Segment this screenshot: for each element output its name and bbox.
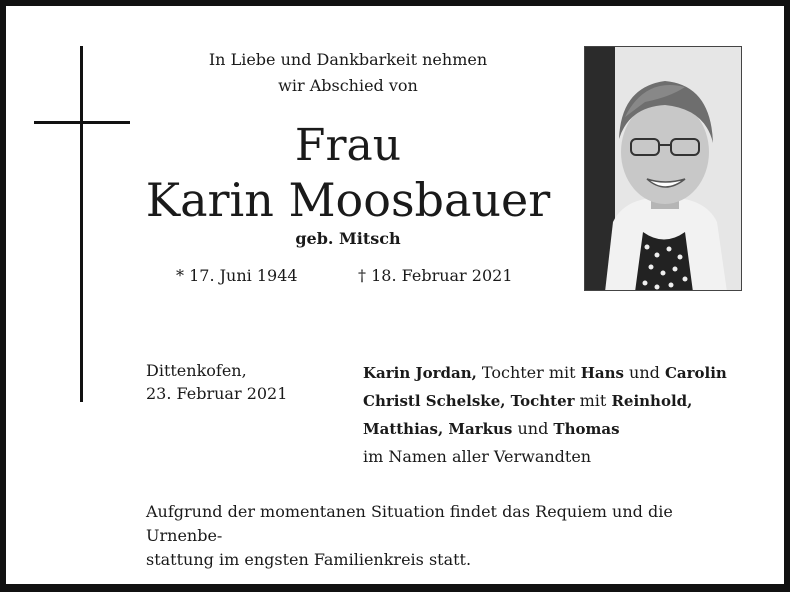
mourner-name: Carolin [664, 364, 727, 382]
mourners-list [363, 359, 727, 470]
mourners-line-4: im Namen aller Verwandten [363, 447, 592, 466]
birth-star-icon: * [176, 266, 184, 285]
place: Dittenkofen, [146, 361, 247, 380]
birth-date-text: 17. Juni 1944 [189, 266, 298, 285]
death-date [358, 266, 513, 285]
place-date [146, 359, 287, 405]
notice-date: 23. Februar 2021 [146, 384, 288, 403]
mourner-name: Reinhold, [611, 392, 693, 410]
mourner-name: Hans [580, 364, 624, 382]
intro-line-2: wir Abschied von [278, 76, 418, 95]
mourner-name: Matthias, Markus [363, 420, 513, 438]
funeral-notice-line-2: stattung im engsten Familienkreis statt. [146, 550, 472, 569]
mourner-connector: mit [574, 391, 612, 410]
death-dagger-icon: † [358, 266, 366, 285]
mourner-connector: und [512, 419, 554, 438]
funeral-notice-line-1: Aufgrund der momentanen Situation findet das Requiem und die Urnenbe- [146, 502, 673, 545]
maiden-name: geb. Mitsch [295, 229, 401, 248]
portrait-photo [584, 46, 742, 291]
funeral-notice [146, 500, 752, 572]
salutation: Frau [294, 120, 402, 171]
death-date-text: 18. Februar 2021 [371, 266, 513, 285]
intro-line-1: In Liebe und Dankbarkeit nehmen [208, 50, 488, 69]
mourners-line-1 [363, 359, 727, 387]
mourners-line-2 [363, 387, 727, 415]
mourner-name: Karin Jordan, [363, 364, 477, 382]
mourner-name: Christl Schelske, Tochter [363, 392, 575, 410]
mourner-connector: und [623, 363, 665, 382]
birth-date [176, 266, 298, 285]
mourners-line-3 [363, 415, 727, 443]
mourner-connector: Tochter mit [476, 363, 581, 382]
mourner-name: Thomas [553, 420, 620, 438]
portrait-illustration [585, 47, 742, 291]
deceased-name: Karin Moosbauer [145, 173, 551, 227]
